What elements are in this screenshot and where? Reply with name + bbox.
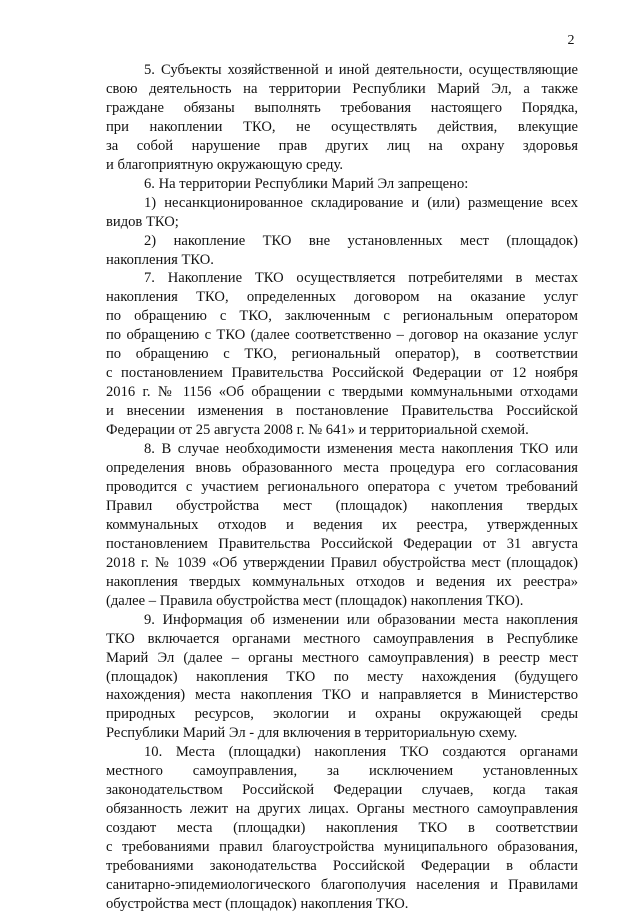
paragraph-3: [106, 194, 578, 232]
document-body: [106, 61, 578, 914]
text-line: Республики Марий Эл - для включения в территориальную схему.: [106, 725, 518, 742]
text-line: коммунальных отходов и ведения их реестра, утвержденных: [106, 516, 578, 533]
text-line: Правил обустройства мест (площадок) накопления твердых: [106, 497, 578, 514]
text-line: нахождения) места накопления ТКО и направляется в Министерство: [106, 687, 578, 704]
text-line: требованиями законодательства Российской Федерации в области: [106, 858, 578, 875]
text-line: (далее – Правила обустройства мест (площадок) накопления ТКО).: [106, 592, 524, 609]
text-line: 10. Места (площадки) накопления ТКО создаются органами: [144, 744, 578, 761]
text-line: местного самоуправления, за исключением установленных: [106, 763, 578, 780]
text-line: видов ТКО;: [106, 213, 179, 230]
paragraph-8: [106, 743, 578, 914]
text-line: накопления ТКО.: [106, 251, 214, 268]
text-line: по обращению с ТКО (далее соответственно – договор на оказание услуг: [106, 327, 578, 344]
text-line: 5. Субъекты хозяйственной и иной деятельности, осуществляющие: [144, 62, 578, 78]
text-line: 1) несанкционированное складирование и (или) размещение всех: [144, 194, 578, 211]
text-line: и внесении изменения в постановление Правительства Российской: [106, 403, 578, 420]
page-number: 2: [567, 33, 575, 48]
text-line: за собой нарушение прав других лиц на охрану здоровья: [106, 137, 578, 154]
text-line: при накоплении ТКО, не осуществлять действия, влекущие: [106, 118, 578, 135]
text-line: накопления твердых коммунальных отходов и ведения их реестра»: [106, 573, 578, 590]
text-line: и благоприятную окружающую среду.: [106, 156, 343, 173]
text-line: (площадок) накопления ТКО по месту нахождения (будущего: [106, 668, 578, 685]
text-line: 9. Информация об изменении или образовании места накопления: [144, 611, 578, 628]
text-line: 6. На территории Республики Марий Эл запрещено:: [144, 175, 469, 192]
text-line: по обращению с ТКО, региональный оператор), в соответствии: [106, 346, 578, 363]
text-line: природных ресурсов, экологии и охраны окружающей среды: [106, 706, 578, 723]
text-line: 7. Накопление ТКО осуществляется потребителями в местах: [144, 270, 578, 287]
text-line: определения вновь образованного места процедура его согласования: [106, 460, 578, 477]
text-line: ТКО включается органами местного самоуправления в Республике: [106, 630, 578, 647]
text-line: 2016 г. № 1156 «Об обращении с твердыми коммунальными отходами: [106, 384, 578, 401]
text-line: по обращению с ТКО, заключенным с региональным оператором: [106, 308, 578, 325]
paragraph-6: [106, 440, 578, 611]
text-line: обустройства мест (площадок) накопления ТКО.: [106, 895, 409, 912]
text-line: Федерации от 25 августа 2008 г. № 641» и территориальной схемой.: [106, 422, 529, 439]
text-line: обязанность лежит на других лицах. Органы местного самоуправления: [106, 801, 578, 818]
text-line: законодательством Российской Федерации случаев, когда такая: [106, 782, 578, 799]
paragraph-1: [106, 61, 578, 175]
text-line: проводится с участием регионального оператора с учетом требований: [106, 478, 578, 495]
text-line: 2) накопление ТКО вне установленных мест (площадок): [144, 232, 578, 249]
text-line: постановлением Правительства Российской Федерации от 31 августа: [106, 535, 578, 552]
text-line: создают места (площадки) накопления ТКО в соответствии: [106, 820, 578, 837]
paragraph-2: [106, 175, 578, 194]
paragraph-5: [106, 269, 578, 440]
paragraph-7: [106, 611, 578, 744]
text-line: граждане обязаны выполнять требования настоящего Порядка,: [106, 99, 578, 116]
text-line: с требованиями правил благоустройства муниципального образования,: [106, 839, 578, 856]
text-line: Марий Эл (далее – органы местного самоуправления) в реестр мест: [106, 649, 578, 666]
paragraph-4: [106, 232, 578, 270]
text-line: свою деятельность на территории Республики Марий Эл, а также: [106, 80, 578, 97]
text-line: накопления ТКО, определенных договором на оказание услуг: [106, 289, 578, 306]
text-line: с постановлением Правительства Российской Федерации от 12 ноября: [106, 365, 578, 382]
text-line: 2018 г. № 1039 «Об утверждении Правил обустройства мест (площадок): [106, 554, 578, 571]
text-line: 8. В случае необходимости изменения места накопления ТКО или: [144, 441, 578, 458]
text-line: санитарно-эпидемиологического благополучия населения и Правилами: [106, 876, 578, 893]
